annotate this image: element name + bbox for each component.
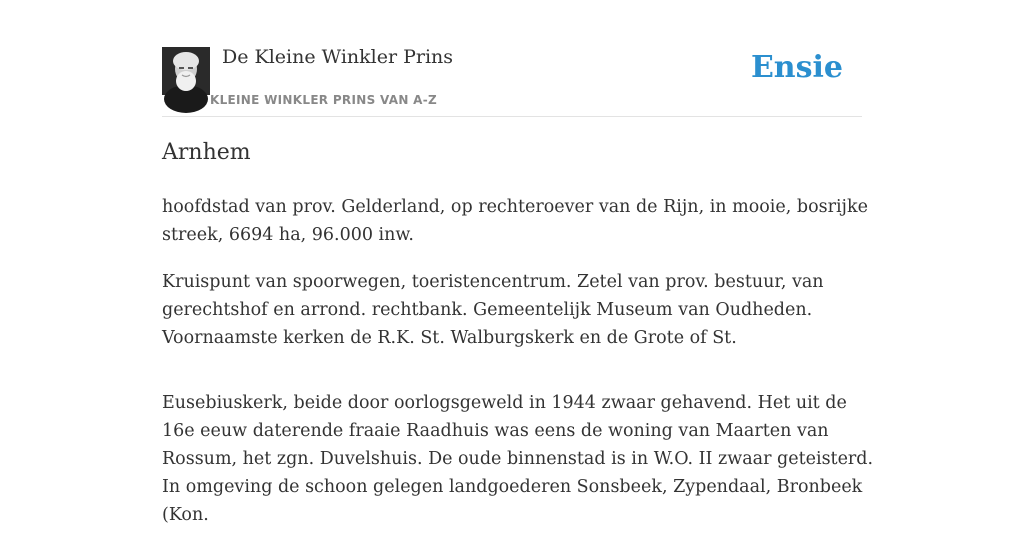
- entry-paragraph: Eusebiuskerk, beide door oorlogsgeweld in 1944 zwaar gehavend. Het uit de 16e eeuw daterende fraaie Raadhuis was eens de woning van Maarten van Rossum, het zgn. Duvelshuis. De oude binnenstad is in W.O. II zwaar geteisterd. In omgeving de schoon gelegen landgoederen Sonsbeek, Zypendaal, Bronbeek (Kon.: [162, 393, 874, 525]
- author-avatar-icon[interactable]: [162, 47, 210, 95]
- entry-content: [162, 193, 874, 548]
- header: [162, 0, 862, 117]
- entry-paragraph: hoofdstad van prov. Gelderland, op rechteroever van de Rijn, in mooie, bosrijke streek, 6694 ha, 96.000 inw.: [162, 197, 868, 245]
- entry-title: Arnhem: [162, 140, 251, 165]
- portrait-icon: [162, 47, 210, 95]
- brand-logo-link[interactable]: Ensie: [750, 50, 843, 85]
- book-title[interactable]: De Kleine Winkler Prins: [222, 46, 454, 68]
- entry-paragraph: Kruispunt van spoorwegen, toeristencentrum. Zetel van prov. bestuur, van gerechtshof en arrond. rechtbank. Gemeentelijk Museum van Oudheden. Voornaamste kerken de R.K. St. Walburgskerk en de Grote of St.: [162, 272, 824, 348]
- book-subtitle: KLEINE WINKLER PRINS VAN A-Z: [210, 93, 438, 107]
